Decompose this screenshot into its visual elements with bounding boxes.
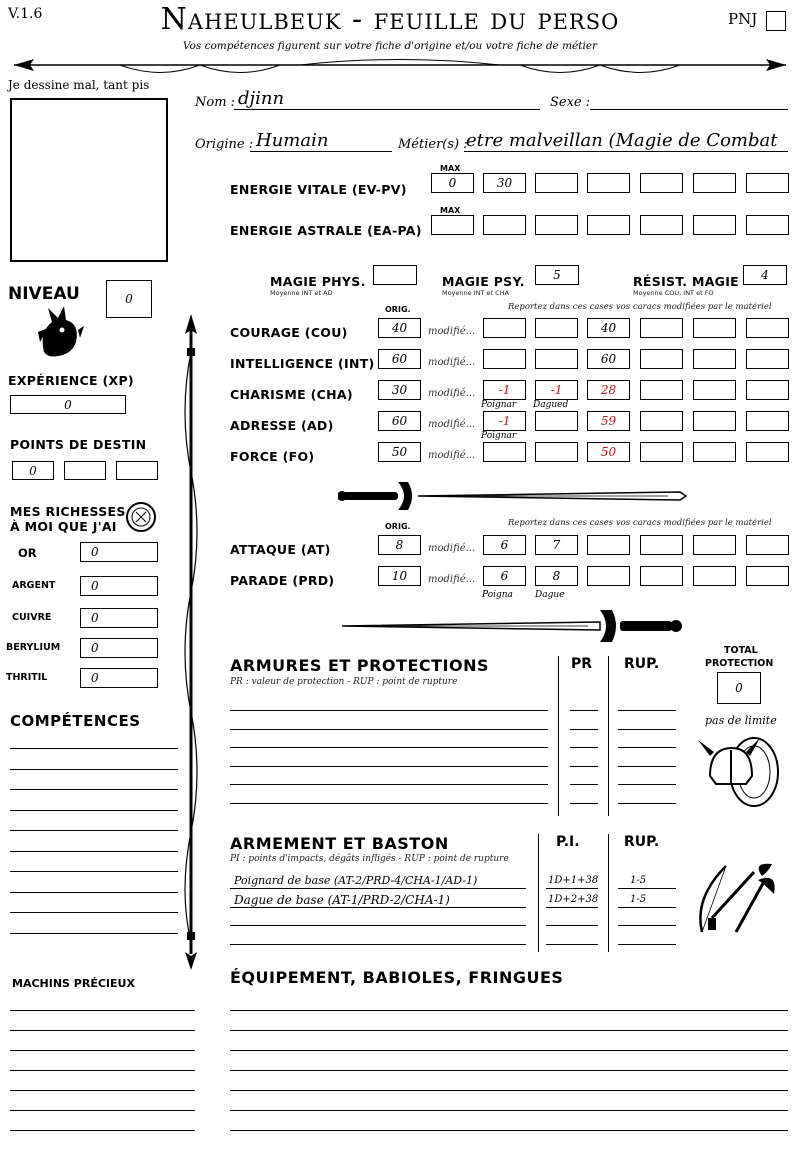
money-label-0: OR	[18, 546, 37, 560]
stat-under-2-0: Poignar	[481, 400, 517, 410]
ea-box-7[interactable]	[746, 215, 789, 235]
richesses-label-2: À MOI QUE J'AI	[10, 519, 117, 534]
magie-phys-value[interactable]	[373, 265, 417, 285]
richesses-label-1: MES RICHESSES	[10, 504, 126, 519]
competence-line[interactable]	[10, 933, 178, 934]
stat-mod-4-4[interactable]	[693, 442, 736, 462]
page-subtitle: Vos compétences figurent sur votre fiche d'origine et/ou votre fiche de métier	[182, 40, 598, 52]
stat-mod-1-1[interactable]	[535, 349, 578, 369]
stat-mod-4-3[interactable]	[640, 442, 683, 462]
combat-mod-0-5[interactable]	[746, 535, 789, 555]
combat-mod-1-0[interactable]: 6	[483, 566, 526, 586]
stat-mod-2-1[interactable]: -1	[535, 380, 578, 400]
machins-line[interactable]	[10, 1070, 195, 1071]
armures-title: ARMURES ET PROTECTIONS	[230, 656, 489, 675]
competence-line[interactable]	[10, 851, 178, 852]
combat-label-0: ATTAQUE (AT)	[230, 542, 331, 557]
money-label-4: THRITIL	[6, 672, 48, 683]
competence-line[interactable]	[10, 769, 178, 770]
coin-icon	[124, 500, 158, 534]
stat-label-2: CHARISME (CHA)	[230, 387, 353, 402]
equipement-title: ÉQUIPEMENT, BABIOLES, FRINGUES	[230, 968, 564, 987]
ev-box-1[interactable]: 0	[431, 173, 474, 193]
money-value-4[interactable]: 0	[80, 668, 158, 688]
armure-line[interactable]	[230, 766, 548, 767]
total-protection-value[interactable]: 0	[717, 672, 761, 704]
weapon-rup-line[interactable]	[618, 907, 676, 908]
weapon-line[interactable]	[230, 888, 526, 889]
xp-value[interactable]: 0	[10, 395, 126, 414]
machins-label: MACHINS PRÉCIEUX	[12, 977, 135, 990]
stat-mod-4-0[interactable]	[483, 442, 526, 462]
sexe-label: Sexe :	[550, 95, 591, 110]
stat-mod-2-0[interactable]: -1	[483, 380, 526, 400]
stat-label-3: ADRESSE (AD)	[230, 418, 334, 433]
armure-rup-line[interactable]	[618, 710, 676, 711]
money-label-3: BERYLIUM	[6, 642, 61, 653]
stat-mod-1-3[interactable]	[640, 349, 683, 369]
stat-mod-0-5[interactable]	[746, 318, 789, 338]
equipement-line[interactable]	[230, 1130, 788, 1131]
armure-line[interactable]	[230, 747, 548, 748]
stat-mod-2-4[interactable]	[693, 380, 736, 400]
stat-modifie-0: modifié...	[428, 326, 476, 337]
combat-mod-0-0[interactable]: 6	[483, 535, 526, 555]
weapon-rup-line[interactable]	[618, 925, 676, 926]
armure-line[interactable]	[230, 710, 548, 711]
destin-box-1[interactable]: 0	[12, 461, 54, 480]
competence-line[interactable]	[10, 871, 178, 872]
competence-line[interactable]	[10, 810, 178, 811]
weapon-pi-line[interactable]	[546, 888, 598, 889]
ea-label: ENERGIE ASTRALE (EA-PA)	[230, 223, 422, 238]
armure-pr-line[interactable]	[570, 710, 598, 711]
magie-psy-value[interactable]: 5	[535, 265, 579, 285]
ea-box-3[interactable]	[535, 215, 578, 235]
ea-box-1[interactable]	[431, 215, 474, 235]
weapon-rup-line[interactable]	[618, 888, 676, 889]
stat-orig-0[interactable]: 40	[378, 318, 421, 338]
helmet-shield-icon	[694, 726, 784, 812]
stat-mod-3-4[interactable]	[693, 411, 736, 431]
weapon-pi-line[interactable]	[546, 944, 598, 945]
competence-line[interactable]	[10, 830, 178, 831]
armure-pr-line[interactable]	[570, 747, 598, 748]
stat-mod-3-1[interactable]	[535, 411, 578, 431]
niveau-value[interactable]: 0	[106, 280, 152, 318]
machins-line[interactable]	[10, 1050, 195, 1051]
machins-line[interactable]	[10, 1110, 195, 1111]
dragon-icon	[34, 302, 84, 360]
equipement-line[interactable]	[230, 1010, 788, 1011]
ev-max-label: MAX	[440, 164, 461, 173]
total-protection-label-1: TOTAL	[724, 645, 758, 656]
resist-magie-value[interactable]: 4	[743, 265, 787, 285]
combat-mod-0-2[interactable]	[587, 535, 630, 555]
combat-note: Reportez dans ces cases vos caracs modifiées par le matériel	[508, 518, 772, 528]
armure-rup-line[interactable]	[618, 784, 676, 785]
stat-orig-3[interactable]: 60	[378, 411, 421, 431]
armement-title: ARMEMENT ET BASTON	[230, 834, 449, 853]
stats-note: Reportez dans ces cases vos caracs modifiées par le matériel	[508, 302, 772, 312]
stat-mod-0-1[interactable]	[535, 318, 578, 338]
destin-box-3[interactable]	[116, 461, 158, 480]
combat-orig-1[interactable]: 10	[378, 566, 421, 586]
magie-psy-label: MAGIE PSY.	[442, 274, 525, 289]
ev-box-7[interactable]	[746, 173, 789, 193]
metier-label: Métier(s) :	[398, 137, 468, 152]
money-value-2[interactable]: 0	[80, 608, 158, 628]
armures-rup-header: RUP.	[624, 656, 660, 672]
spear-icon	[176, 312, 206, 972]
combat-mod-1-5[interactable]	[746, 566, 789, 586]
stat-orig-1[interactable]: 60	[378, 349, 421, 369]
armure-pr-line[interactable]	[570, 803, 598, 804]
weapon-pi-1[interactable]: 1D+2+38	[548, 894, 599, 905]
stat-under-3-0: Poignar	[481, 431, 517, 441]
combat-under-2: Dague	[535, 590, 565, 600]
pnj-label: PNJ	[728, 10, 758, 28]
money-value-0[interactable]: 0	[80, 542, 158, 562]
armures-sub: PR : valeur de protection - RUP : point de rupture	[230, 677, 458, 687]
page-title: Naheulbeuk - feuille du perso	[160, 2, 620, 37]
competence-line[interactable]	[10, 892, 178, 893]
combat-orig-0[interactable]: 8	[378, 535, 421, 555]
stat-mod-4-1[interactable]	[535, 442, 578, 462]
destin-box-2[interactable]	[64, 461, 106, 480]
stat-orig-4[interactable]: 50	[378, 442, 421, 462]
sexe-field[interactable]	[590, 109, 788, 110]
ea-max-label: MAX	[440, 206, 461, 215]
nom-label: Nom :	[195, 95, 236, 110]
armures-pr-header: PR	[571, 656, 593, 672]
armement-rup-header: RUP.	[624, 834, 660, 850]
armement-pi-header: P.I.	[556, 834, 580, 850]
ea-box-2[interactable]	[483, 215, 526, 235]
stat-mod-3-0[interactable]: -1	[483, 411, 526, 431]
combat-label-1: PARADE (PRD)	[230, 573, 335, 588]
niveau-label: NIVEAU	[8, 284, 80, 304]
magie-psy-sub: Moyenne INT et CHA	[442, 289, 510, 297]
portrait-box[interactable]	[10, 98, 168, 262]
stat-mod-0-2[interactable]: 40	[587, 318, 630, 338]
weapon-name-1[interactable]: Dague de base (AT-1/PRD-2/CHA-1)	[234, 893, 450, 907]
combat-mod-0-4[interactable]	[693, 535, 736, 555]
weapon-rup-1[interactable]: 1-5	[630, 894, 647, 905]
stat-mod-2-3[interactable]	[640, 380, 683, 400]
ea-box-4[interactable]	[587, 215, 630, 235]
combat-mod-1-2[interactable]	[587, 566, 630, 586]
pnj-checkbox[interactable]	[766, 11, 786, 31]
portrait-caption: Je dessine mal, tant pis	[8, 78, 150, 92]
stat-mod-0-0[interactable]	[483, 318, 526, 338]
equipement-line[interactable]	[230, 1090, 788, 1091]
stat-mod-2-2[interactable]: 28	[587, 380, 630, 400]
stat-mod-1-4[interactable]	[693, 349, 736, 369]
money-value-3[interactable]: 0	[80, 638, 158, 658]
weapons-icon	[692, 858, 782, 938]
stat-label-4: FORCE (FO)	[230, 449, 315, 464]
combat-modifie-1: modifié...	[428, 574, 476, 585]
stat-label-0: COURAGE (COU)	[230, 325, 348, 340]
equipement-line[interactable]	[230, 1070, 788, 1071]
origine-label: Origine :	[195, 137, 254, 152]
ea-box-6[interactable]	[693, 215, 736, 235]
armure-rup-line[interactable]	[618, 803, 676, 804]
ea-box-5[interactable]	[640, 215, 683, 235]
armure-pr-line[interactable]	[570, 729, 598, 730]
ev-box-3[interactable]	[535, 173, 578, 193]
weapon-pi-0[interactable]: 1D+1+38	[548, 875, 599, 886]
armure-line[interactable]	[230, 784, 548, 785]
armure-rup-line[interactable]	[618, 729, 676, 730]
stat-mod-1-2[interactable]: 60	[587, 349, 630, 369]
sword-icon	[338, 478, 688, 514]
combat-orig-label: ORIG.	[385, 522, 411, 531]
ev-box-2[interactable]: 30	[483, 173, 526, 193]
combat-mod-0-3[interactable]	[640, 535, 683, 555]
competence-line[interactable]	[10, 912, 178, 913]
stat-mod-2-5[interactable]	[746, 380, 789, 400]
combat-mod-1-4[interactable]	[693, 566, 736, 586]
resist-magie-label: RÉSIST. MAGIE	[633, 274, 740, 289]
armure-rup-line[interactable]	[618, 747, 676, 748]
weapon-line[interactable]	[230, 944, 526, 945]
stat-mod-3-5[interactable]	[746, 411, 789, 431]
machins-line[interactable]	[10, 1030, 195, 1031]
stat-modifie-1: modifié...	[428, 357, 476, 368]
weapon-pi-line[interactable]	[546, 925, 598, 926]
ev-label: ENERGIE VITALE (EV-PV)	[230, 182, 407, 197]
weapon-rup-0[interactable]: 1-5	[630, 875, 647, 886]
weapon-name-0[interactable]: Poignard de base (AT-2/PRD-4/CHA-1/AD-1)	[234, 874, 478, 887]
stat-modifie-2: modifié...	[428, 388, 476, 399]
combat-modifie-0: modifié...	[428, 543, 476, 554]
equipement-line[interactable]	[230, 1050, 788, 1051]
destin-label: POINTS DE DESTIN	[10, 437, 147, 452]
stat-mod-0-3[interactable]	[640, 318, 683, 338]
stat-mod-1-0[interactable]	[483, 349, 526, 369]
equipement-line[interactable]	[230, 1030, 788, 1031]
weapon-pi-line[interactable]	[546, 907, 598, 908]
xp-label: EXPÉRIENCE (XP)	[8, 373, 134, 388]
ev-box-4[interactable]	[587, 173, 630, 193]
ev-box-5[interactable]	[640, 173, 683, 193]
resist-magie-sub: Moyenne COU, INT et FO	[633, 289, 714, 297]
stat-mod-0-4[interactable]	[693, 318, 736, 338]
magie-phys-label: MAGIE PHYS.	[270, 274, 366, 289]
ev-box-6[interactable]	[693, 173, 736, 193]
weapon-line[interactable]	[230, 925, 526, 926]
combat-mod-0-1[interactable]: 7	[535, 535, 578, 555]
stat-label-1: INTELLIGENCE (INT)	[230, 356, 375, 371]
equipement-line[interactable]	[230, 1110, 788, 1111]
armure-pr-line[interactable]	[570, 766, 598, 767]
version-label: V.1.6	[8, 6, 43, 22]
stat-mod-3-2[interactable]: 59	[587, 411, 630, 431]
sword-icon-2	[338, 606, 688, 646]
money-label-2: CUIVRE	[12, 612, 52, 623]
metier-value[interactable]: etre malveillan (Magie de Combat	[466, 130, 778, 151]
stat-mod-1-5[interactable]	[746, 349, 789, 369]
stat-modifie-3: modifié...	[428, 419, 476, 430]
competence-line[interactable]	[10, 789, 178, 790]
armure-pr-line[interactable]	[570, 784, 598, 785]
armure-rup-line[interactable]	[618, 766, 676, 767]
machins-line[interactable]	[10, 1130, 195, 1131]
stat-modifie-4: modifié...	[428, 450, 476, 461]
combat-mod-1-3[interactable]	[640, 566, 683, 586]
limit-note: pas de limite	[705, 714, 777, 727]
stat-mod-4-2[interactable]: 50	[587, 442, 630, 462]
machins-line[interactable]	[10, 1010, 195, 1011]
competences-label: COMPÉTENCES	[10, 712, 141, 730]
magie-phys-sub: Moyenne INT et AD	[270, 289, 333, 297]
armure-line[interactable]	[230, 803, 548, 804]
machins-line[interactable]	[10, 1090, 195, 1091]
stat-mod-3-3[interactable]	[640, 411, 683, 431]
money-label-1: ARGENT	[12, 580, 56, 591]
weapon-rup-line[interactable]	[618, 944, 676, 945]
stats-orig-label: ORIG.	[385, 305, 411, 314]
combat-mod-1-1[interactable]: 8	[535, 566, 578, 586]
stat-mod-4-5[interactable]	[746, 442, 789, 462]
combat-under-1: Poigna	[482, 590, 513, 600]
money-value-1[interactable]: 0	[80, 576, 158, 596]
origine-value[interactable]: Humain	[256, 130, 329, 151]
armure-line[interactable]	[230, 729, 548, 730]
stat-under-2-1: Dagued	[533, 400, 569, 410]
nom-value[interactable]: djinn	[238, 88, 285, 109]
competence-line[interactable]	[10, 748, 178, 749]
armement-sub: PI : points d'impacts, dégâts infligés - RUP : point de rupture	[230, 854, 509, 864]
stat-orig-2[interactable]: 30	[378, 380, 421, 400]
total-protection-label-2: PROTECTION	[705, 658, 774, 669]
